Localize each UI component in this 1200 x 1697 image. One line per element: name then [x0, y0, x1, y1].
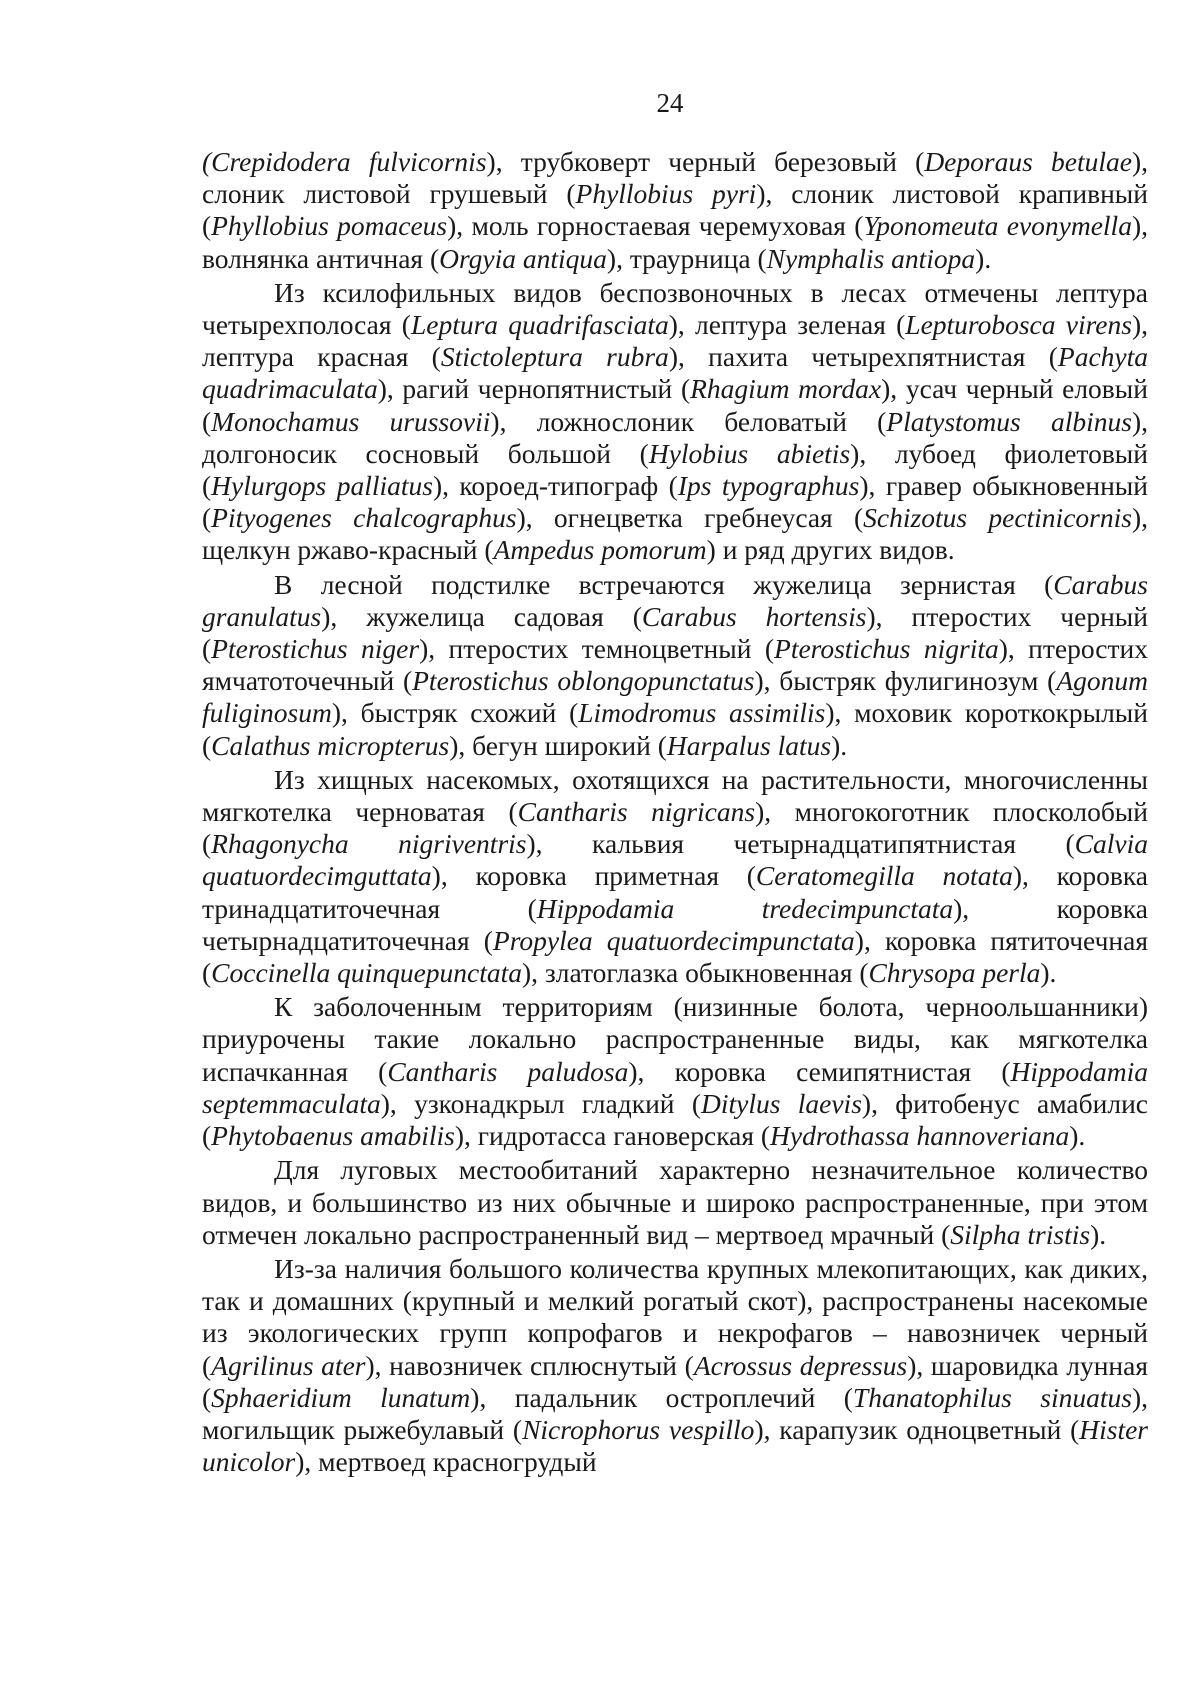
latin-species-name: Cantharis nigricans [517, 796, 756, 828]
latin-species-name: Phyllobius pomaceus [211, 210, 448, 242]
paragraph [202, 569, 1148, 762]
text-run: К заболоченным территориям (низинные болота, черноольшанники) приурочены такие локально распространенные виды, как мягкотелка испачканная ( [202, 991, 1148, 1087]
text-run: ), кальвия четырнадцатипятнистая ( [526, 828, 1075, 860]
text-run: ), щелкун ржаво-красный ( [202, 502, 1148, 566]
text-run: ). [975, 242, 992, 274]
text-run: ), шаровидка лунная ( [202, 1349, 1148, 1413]
latin-species-name: Deporaus betulae [924, 146, 1132, 177]
text-run: ), коровка семипятнистая ( [628, 1055, 1011, 1087]
latin-species-name: Acrossus depressus [693, 1349, 908, 1381]
text-run: ), пахита четырехпятнистая ( [668, 341, 1058, 373]
latin-species-name: Phyllobius pyri [575, 178, 757, 210]
latin-species-name: Pterostichus oblongopunctatus [412, 665, 755, 697]
text-run: ), лептура зеленая ( [668, 309, 906, 341]
latin-species-name: Sphaeridium lunatum [211, 1381, 471, 1413]
text-run: ), жужелица садовая ( [321, 600, 642, 632]
text-run: ). [831, 729, 848, 761]
text-run: Из-за наличия большого количества крупных млекопитающих, как диких, так и домашних (крупный и мелкий рогатый скот), распространены насекомые из экологических групп копрофагов и некрофагов – навозничек черный ( [202, 1252, 1148, 1381]
text-run: ), птеростих черный ( [202, 600, 1149, 665]
text-run: ), узконадкрыл гладкий ( [380, 1087, 701, 1119]
text-run: ), карапузик одноцветный ( [754, 1413, 1080, 1445]
latin-species-name: Hippodamia tredecimpunctata [536, 892, 954, 924]
text-run: ), огнецветка гребнеусая ( [516, 502, 864, 534]
text-run: ), фитобенус амабилис ( [202, 1087, 1148, 1152]
latin-species-name: Thanatophilus sinuatus [852, 1381, 1132, 1413]
latin-species-name: Ceratomegilla notata [755, 860, 1013, 892]
latin-species-name: Ditylus laevis [701, 1087, 862, 1119]
text-run: ), коровка приметная ( [431, 860, 756, 892]
latin-species-name: Nymphalis antiopa [766, 242, 976, 274]
text-run: ), могильщик рыжебулавый ( [202, 1381, 1148, 1445]
latin-species-name: Hydrothassa hannoveriana [770, 1120, 1070, 1152]
body-text [202, 146, 1148, 1478]
paragraph [202, 1253, 1148, 1478]
text-run: ), слоник листовой крапивный ( [202, 178, 1148, 242]
latin-species-name: Hister unicolor [202, 1413, 1148, 1478]
latin-species-name: Carabus granulatus [202, 568, 1148, 632]
latin-species-name: Platystomus albinus [886, 405, 1132, 437]
latin-species-name: Agrilinus ater [211, 1349, 366, 1381]
latin-species-name: Chrysopa perla [868, 957, 1041, 989]
text-run: ), быстряк фулигинозум ( [754, 665, 1057, 697]
text-run: ). [1069, 1120, 1086, 1152]
text-run: ) и ряд других видов. [706, 534, 955, 566]
latin-species-name: Rhagonycha nigriventris [211, 828, 527, 860]
text-run: ), трубковерт черный березовый ( [486, 146, 925, 177]
latin-species-name: Yponomeuta evonymella [863, 210, 1132, 242]
latin-species-name: (Crepidodera fulvicornis [202, 146, 487, 177]
latin-species-name: Hylurgops palliatus [211, 470, 433, 502]
latin-species-name: Hippodamia septemmaculata [202, 1055, 1149, 1119]
text-run: В лесной подстилке встречаются жужелица зернистая ( [274, 568, 1054, 600]
latin-species-name: Cantharis paludosa [387, 1055, 629, 1087]
text-run: ), гидротасса гановерская ( [454, 1120, 771, 1152]
text-run: ). [1090, 1218, 1107, 1250]
text-run: ), гравер обыкновенный ( [202, 470, 1148, 534]
text-run: ), птеростих ямчатоточечный ( [202, 633, 1148, 697]
latin-species-name: Calvia quatuordecimguttata [202, 828, 1148, 892]
latin-species-name: Lepturobosca virens [905, 309, 1132, 341]
latin-species-name: Leptura quadrifasciata [410, 309, 669, 341]
latin-species-name: Agonum fuliginosum [202, 665, 1148, 729]
text-run: ), долгоносик сосновый большой ( [202, 405, 1148, 469]
latin-species-name: Ampedus pomorum [493, 534, 707, 566]
latin-species-name: Pityogenes chalcographus [211, 502, 517, 534]
text-run: ), многокоготник плосколобый ( [202, 796, 1149, 860]
latin-species-name: Pterostichus nigrita [774, 633, 999, 665]
paragraph [202, 764, 1148, 989]
text-run: ), коровка четырнадцатиточечная ( [202, 892, 1148, 956]
text-run: ), усач черный еловый ( [202, 373, 1148, 437]
latin-species-name: Orgyia antiqua [439, 242, 607, 274]
latin-species-name: Silpha tristis [950, 1218, 1091, 1250]
text-run: ), волнянка античная ( [202, 210, 1148, 274]
latin-species-name: Pterostichus niger [211, 633, 420, 665]
text-run: Из ксилофильных видов беспозвоночных в лесах отмечены лептура четырехполосая ( [202, 276, 1148, 341]
text-run: ), птеростих темноцветный ( [419, 633, 775, 665]
text-run: ), моховик короткокрылый ( [202, 697, 1148, 761]
text-run: ), быстряк схожий ( [331, 697, 579, 729]
text-run: ), слоник листовой грушевый ( [202, 146, 1148, 210]
latin-species-name: Propylea quatuordecimpunctata [492, 924, 855, 956]
latin-species-name: Ips typographus [677, 470, 860, 502]
latin-species-name: Pachyta quadrimaculata [202, 341, 1148, 405]
text-run: ), бегун широкий ( [449, 729, 667, 761]
text-run: ), навозничек сплюснутый ( [365, 1349, 694, 1381]
text-run: ), коровка пятиточечная ( [202, 924, 1148, 989]
latin-species-name: Schizotus pectinicornis [863, 502, 1132, 534]
latin-species-name: Stictoleptura rubra [440, 341, 669, 373]
text-run: ), рагий чернопятнистый ( [377, 373, 691, 405]
text-run: ), коровка тринадцатиточечная ( [202, 860, 1148, 924]
text-run: ), лептура красная ( [202, 309, 1148, 373]
latin-species-name: Phytobaenus amabilis [211, 1120, 455, 1152]
latin-species-name: Rhagium mordax [690, 373, 882, 405]
latin-species-name: Nicrophorus vespillo [522, 1413, 755, 1445]
text-run: ), мертвоед красногрудый [295, 1446, 597, 1478]
latin-species-name: Carabus hortensis [641, 600, 867, 632]
text-run: ), короед-типограф ( [432, 470, 678, 502]
latin-species-name: Coccinella quinquepunctata [211, 957, 523, 989]
paragraph [202, 991, 1148, 1152]
text-run: ), златоглазка обыкновенная ( [522, 957, 869, 989]
text-run: ), моль горностаевая черемуховая ( [447, 210, 864, 242]
latin-species-name: Harpalus latus [666, 729, 832, 761]
text-run: Из хищных насекомых, охотящихся на растительности, многочисленны мягкотелка черноватая ( [202, 763, 1148, 828]
latin-species-name: Monochamus urussovii [211, 405, 491, 437]
text-run: ), лубоед фиолетовый ( [202, 437, 1148, 502]
paragraph [202, 146, 1148, 275]
text-run: ), траурница ( [606, 242, 767, 274]
text-run: Для луговых местообитаний характерно незначительное количество видов, и большинство из них обычные и широко распространенные, при этом отмечен локально распространенный вид – мертвоед мрачный ( [202, 1154, 1148, 1250]
latin-species-name: Limodromus assimilis [578, 697, 826, 729]
text-run: ), падальник остроплечий ( [470, 1381, 853, 1413]
latin-species-name: Calathus micropterus [211, 729, 450, 761]
text-run: ). [1040, 957, 1057, 989]
paragraph [202, 277, 1148, 567]
paragraph [202, 1154, 1148, 1251]
latin-species-name: Hylobius abietis [648, 437, 851, 469]
text-run: ), ложнослоник беловатый ( [490, 405, 887, 437]
page-number: 24 [656, 88, 684, 118]
